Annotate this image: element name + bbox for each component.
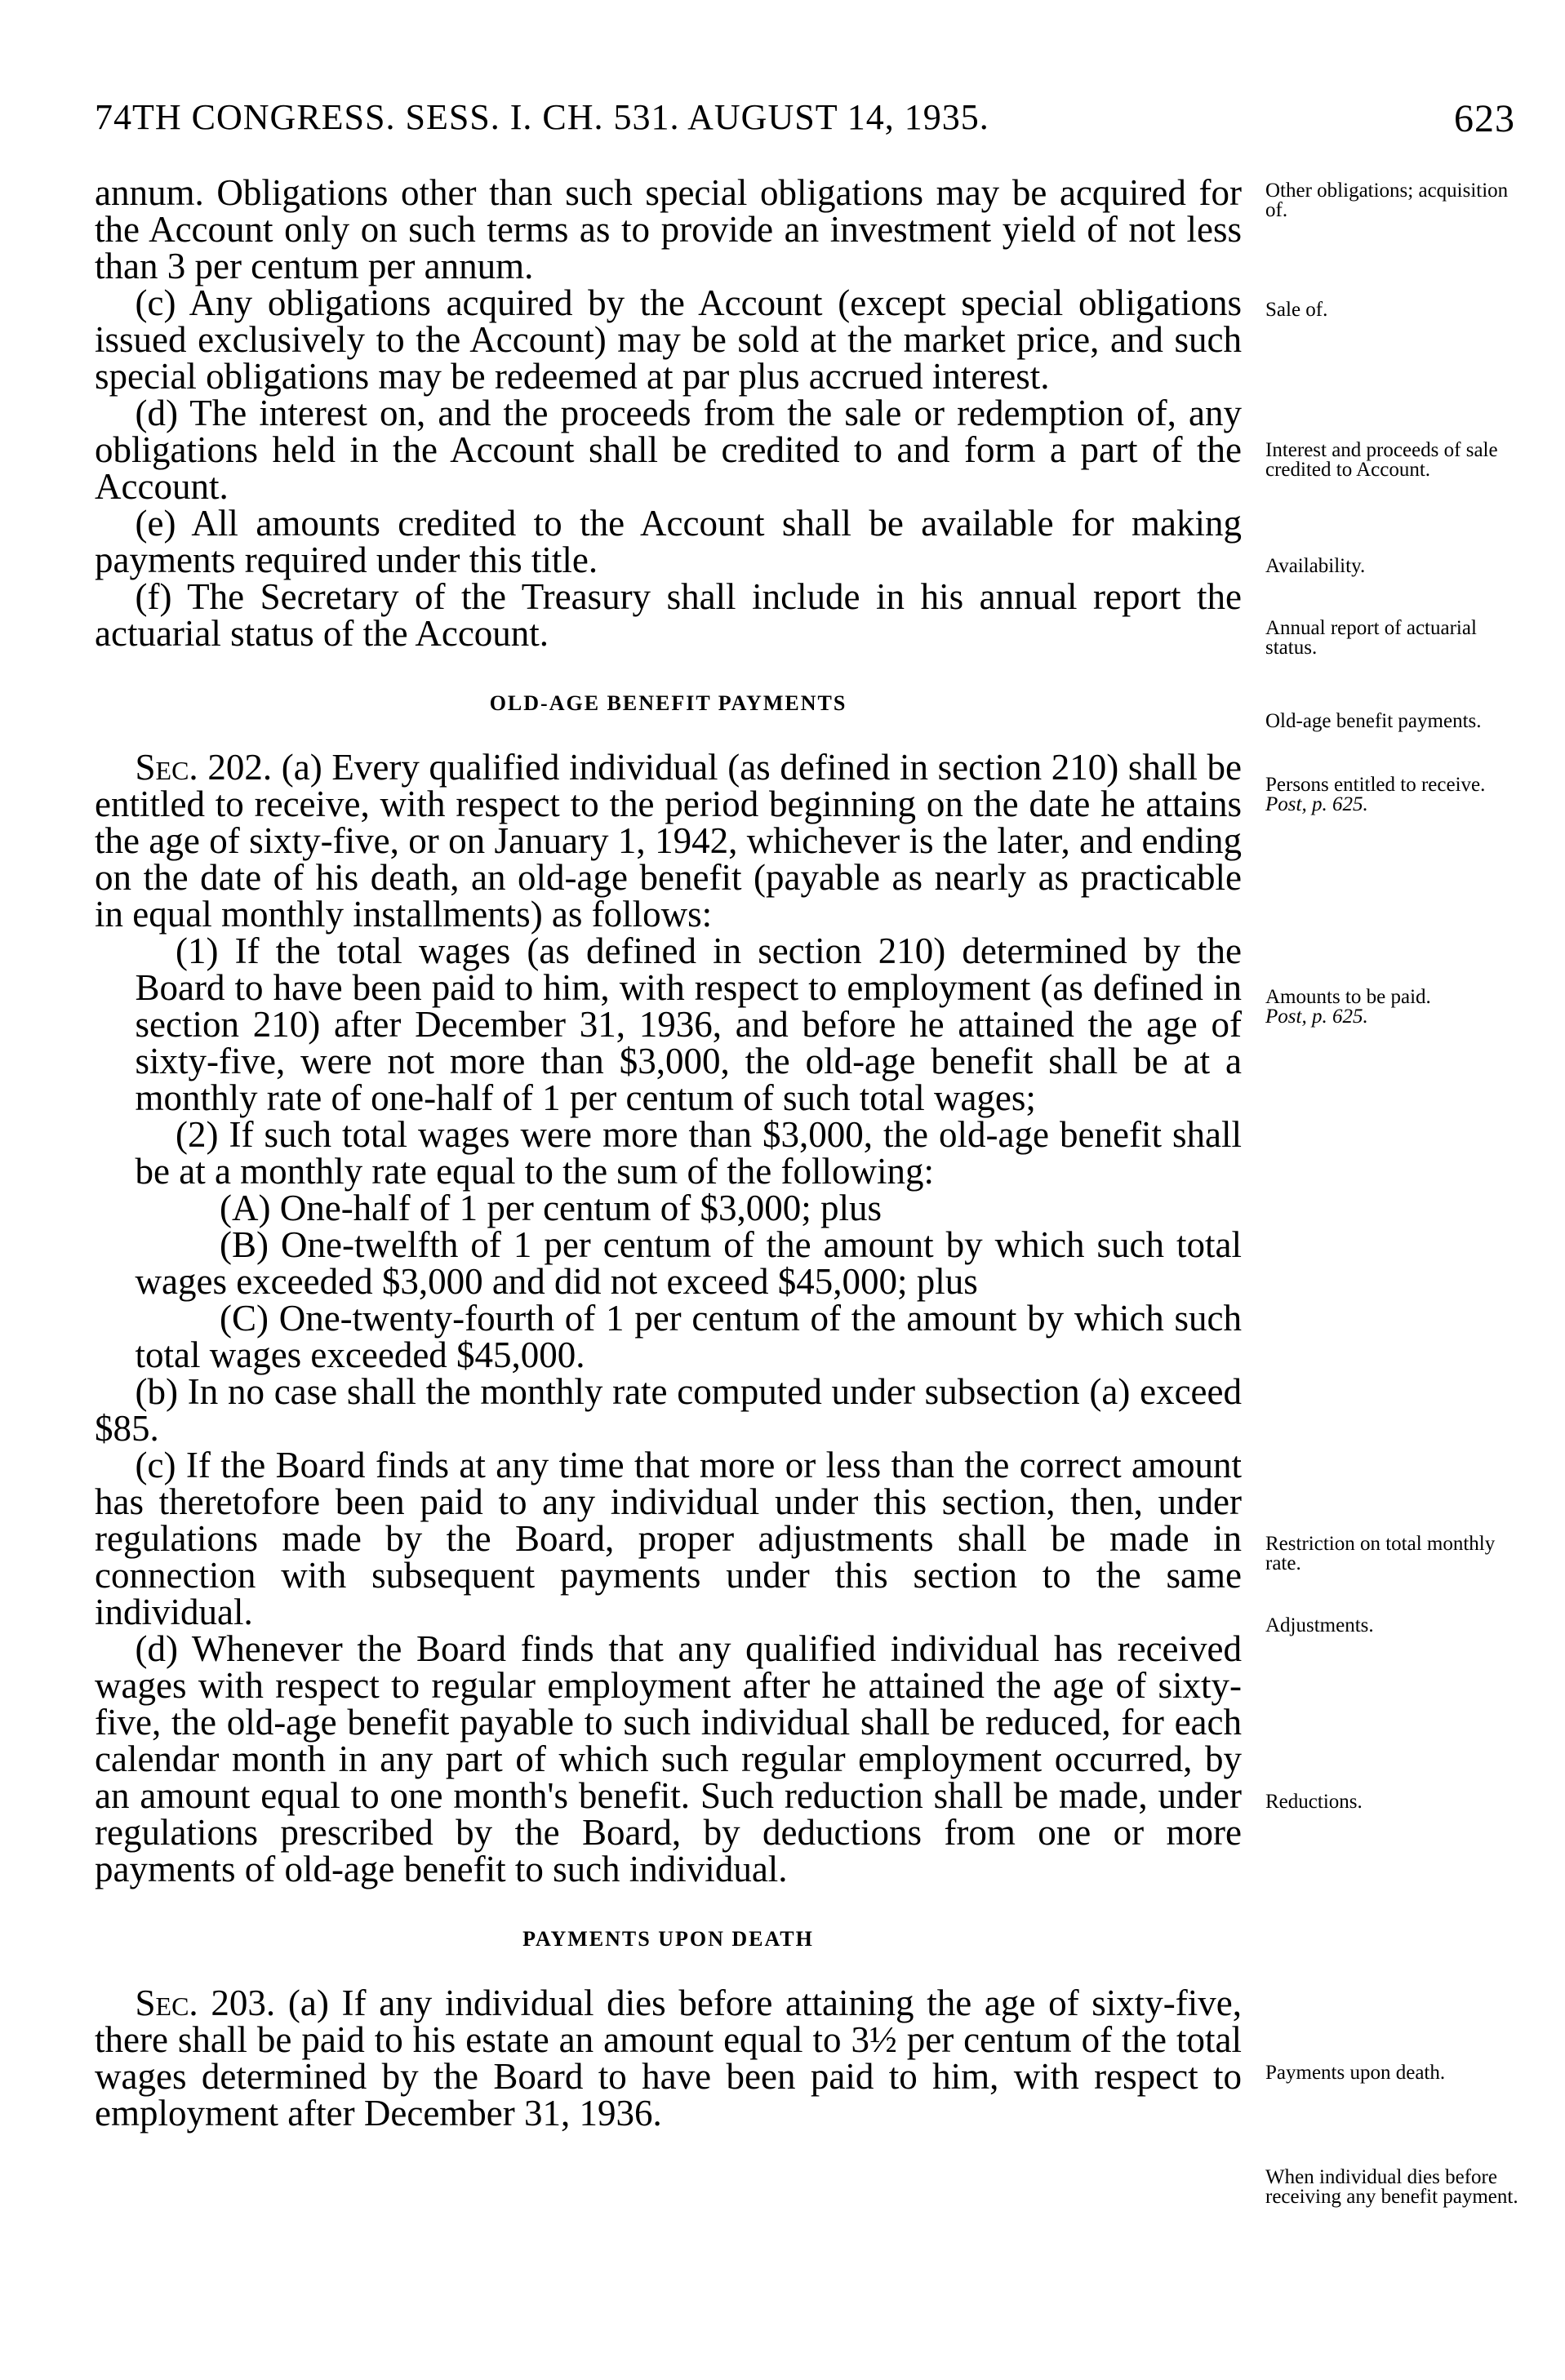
paragraph-f-report: (f) The Secretary of the Treasury shall include in his annual report the actuarial status of the Account.	[95, 576, 1242, 654]
margin-note-persons-ref: Post, p. 625.	[1265, 793, 1368, 815]
paragraph-202-b: (b) In no case shall the monthly rate computed under subsection (a) exceed $85.	[95, 1371, 1242, 1449]
paragraph-e-availability: (e) All amounts credited to the Account shall be available for making payments required under this title.	[95, 503, 1242, 580]
margin-note-persons-entitled	[1265, 775, 1518, 815]
margin-note-reductions: Reductions.	[1265, 1791, 1363, 1813]
margin-note-dies-before: When individual dies before receiving any benefit payment.	[1265, 2166, 1518, 2208]
paragraph-202-B: (B) One-twelfth of 1 per centum of the amount by which such total wages exceeded $3,000 and did not exceed $45,000; plus	[135, 1224, 1242, 1302]
paragraph-202-1: (1) If the total wages (as defined in section 210) determined by the Board to have been paid to him, with respect to employment (as defined in section 210) after December 31, 1936, and before he attained the age of sixty-five, were not more than $3,000, the old-age benefit shall be at a monthly rate of one-half of 1 per centum of such total wages;	[135, 930, 1242, 1118]
running-head: 74TH CONGRESS. SESS. I. CH. 531. AUGUST 14, 1935.	[95, 97, 989, 137]
margin-note-amounts-ref: Post, p. 625.	[1265, 1006, 1368, 1028]
paragraph-202-C: (C) One-twenty-fourth of 1 per centum of the amount by which such total wages exceeded $45,000.	[135, 1298, 1242, 1375]
margin-note-adjustments: Adjustments.	[1265, 1614, 1374, 1636]
page-header	[95, 96, 1515, 145]
margin-note-old-age: Old-age benefit payments.	[1265, 710, 1482, 732]
margin-note-amounts	[1265, 988, 1518, 1027]
section-203-text: (a) If any individual dies before attaining the age of sixty-five, there shall be paid to his estate an amount equal to 3½ per centum of the total wages determined by the Board to have been paid to him, with respect to employment after December 31, 1936.	[95, 1983, 1243, 2134]
margin-note-sale: Sale of.	[1265, 299, 1328, 321]
margin-note-other-obligations: Other obligations; acquisition of.	[1265, 180, 1509, 221]
margin-note-amounts-text: Amounts to be paid.	[1265, 986, 1431, 1008]
section-202-label: Sec. 202.	[135, 747, 273, 788]
paragraph-202-A: (A) One-half of 1 per centum of $3,000; plus	[220, 1188, 883, 1228]
paragraph-202-c: (c) If the Board finds at any time that more or less than the correct amount has theretofore been paid to any individual under this section, then, under regulations made by the Board, proper adjustments shall be made in connection with subsequent payments under this section to the same individual.	[95, 1445, 1242, 1632]
margin-note-persons-text: Persons entitled to receive.	[1265, 774, 1486, 796]
section-203-label: Sec. 203.	[135, 1983, 276, 2023]
paragraph-d-interest: (d) The interest on, and the proceeds from the sale or redemption of, any obligations held in the Account shall be credited to and form a part of the Account.	[95, 393, 1242, 507]
paragraph-202-2: (2) If such total wages were more than $3,000, the old-age benefit shall be at a monthly rate equal to the sum of the following:	[135, 1114, 1242, 1192]
section-202-a	[95, 749, 1242, 933]
paragraph-obligations: annum. Obligations other than such special obligations may be acquired for the Account only on such terms as to provide an investment yield of not less than 3 per centum per annum.	[95, 172, 1242, 286]
section-heading-old-age: OLD-AGE BENEFIT PAYMENTS	[489, 691, 847, 715]
margin-note-availability: Availability.	[1265, 555, 1366, 577]
margin-note-interest: Interest and proceeds of sale credited to Account.	[1265, 439, 1498, 481]
statute-body	[95, 172, 1243, 2134]
margin-note-restriction: Restriction on total monthly rate.	[1265, 1533, 1496, 1574]
page-number: 623	[1454, 97, 1515, 140]
margin-note-payments-death: Payments upon death.	[1265, 2062, 1446, 2084]
paragraph-c-sale: (c) Any obligations acquired by the Account (except special obligations issued exclusively to the Account) may be sold at the market price, and such special obligations may be redeemed at par plus accrued interest.	[95, 282, 1242, 397]
section-202-text: (a) Every qualified individual (as defined in section 210) shall be entitled to receive, with respect to the period beginning on the date he attains the age of sixty-five, or on January 1, 1942, whichever is the later, and ending on the date of his death, an old-age benefit (payable as nearly as practicable in equal monthly installments) as follows:	[95, 747, 1243, 935]
section-heading-death: PAYMENTS UPON DEATH	[522, 1927, 814, 1951]
margin-note-annual-report: Annual report of actuarial status.	[1265, 617, 1477, 659]
paragraph-202-d: (d) Whenever the Board finds that any qualified individual has received wages with respect to regular employment after he attained the age of sixty-five, the old-age benefit payable to such individual shall be reduced, for each calendar month in any part of which such regular employment occurred, by an amount equal to one month's benefit. Such reduction shall be made, under regulations prescribed by the Board, by deductions from one or more payments of old-age benefit to such individual.	[95, 1628, 1242, 1889]
section-203-a	[95, 1985, 1242, 2132]
